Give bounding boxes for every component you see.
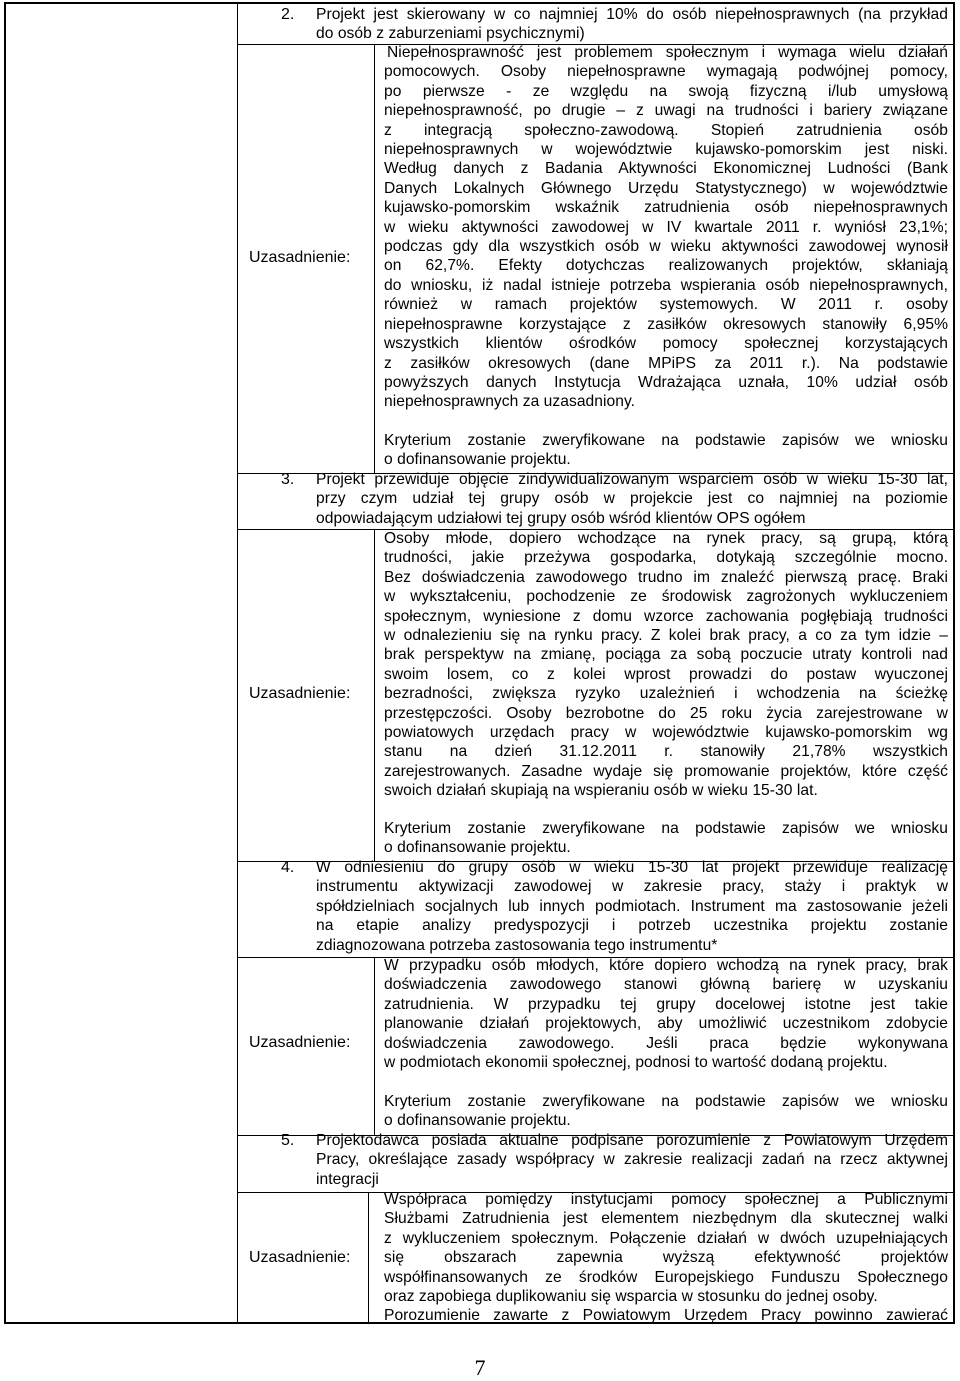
justification-text: Współpraca pomiędzy instytucjami pomocy społecznej a Publicznymi Służbami Zatrudnienia jest elementem niezbędnym dla skutecznej walki z wykluczeniem społecznym. Połączenie działań w dwóch uzupełniających się obszarach zapewnia wyższą efektywność projektów współfinansowanych ze środków Europejskiego Funduszu Społecznego oraz zapobiega duplikowaniu się wsparcia w stosunku do jednej osoby. Porozumienie zawarte z Powiatowym Urzędem Pracy powinno zawierać — [384, 1191, 948, 1325]
criterion-heading: Projekt przewiduje objęcie zindywidualizowanym wsparciem osób w wieku 15-30 lat, przy czym udział tej grupy osób w projekcie jest co najmniej na poziomie odpowiadającym udziałowi tej grupy osób wśród klientów OPS ogółem — [316, 471, 948, 527]
criterion-heading: Projektodawca posiada aktualne podpisane porozumienie z Powiatowym Urzędem Pracy, określające zasady współpracy w zakresie realizacji zadań na rzecz aktywnej integracji — [316, 1132, 948, 1188]
criterion-number: 3. — [281, 471, 295, 488]
verification-note: Kryterium zostanie zweryfikowane na podstawie zapisów we wniosku o dofinansowanie projektu. — [384, 1093, 948, 1130]
column-divider — [374, 529, 375, 861]
left-margin-column — [6, 4, 238, 1322]
criterion-number: 4. — [281, 859, 295, 876]
justification-text: Niepełnosprawność jest problemem społecznym i wymaga wielu działań pomocowych. Osoby niepełnosprawne wymagają podwójnej pomocy, po pierwsze - ze względu na swoją fizyczną i/lub umysłową niepełnosprawność, po drugie – z uwagi na trudności i bariery związane z integracją społeczno-zawodową. Stopień zatrudnienia osób niepełnosprawnych w województwie kujawsko-pomorskim jest niski. Według danych z Badania Aktywności Ekonomicznej Ludności (Bank Danych Lokalnych Głównego Urzędu Statystycznego) w województwie kujawsko-pomorskim wskaźnik zatrudnienia osób niepełnosprawnych w wieku aktywności zawodowej w IV kwartale 2011 r. wyniósł 23,1%; podczas gdy dla wszystkich osób w wieku aktywności zawodowej wynosił on 62,7%. Efekty dotychczas realizowanych projektów, skłaniają do wniosku, iż nadal istnieje potrzeba wspierania osób niepełnosprawnych, również w ramach projektów systemowych. W 2011 r. osoby niepełnosprawne korzystające z zasiłków okresowych stanowiły 6,95% wszystkich klientów ośrodków pomocy społecznej korzystających z zasiłków okresowych (dane MPiPS za 2011 r.). Na podstawie powyższych danych Instytucja Wdrażająca uznała, 10% udział osób niepełnosprawnych za uzasadniony. — [384, 44, 948, 411]
justification-label: Uzasadnienie: — [249, 249, 351, 266]
justification-text: W przypadku osób młodych, które dopiero wchodzą na rynek pracy, brak doświadczenia zawodowego stanowi główną barierę w uzyskaniu zatrudnienia. W przypadku tej grupy docelowej istotne jest takie planowanie działań projektowych, aby umożliwić uczestnikom zdobycie doświadczenia zawodowego. Jeśli praca będzie wykonywana w podmiotach ekonomii społecznej, podnosi to wartość dodaną projektu. — [384, 957, 948, 1072]
justification-text: Osoby młode, dopiero wchodzące na rynek pracy, są grupą, którą trudności, jakie przeżywa gospodarka, dotykają szczególnie mocno. Bez doświadczenia zawodowego trudno im znaleźć pierwszą pracę. Braki w wykształceniu, pochodzenie ze środowisk zagrożonych wykluczeniem społecznym, wyniesione z domu wzorce zachowania pogłębiają trudności w odnalezieniu się na rynku pracy. Z kolei brak pracy, a co za tym idzie – brak perspektyw na zmianę, pociąga za sobą poczucie utraty kontroli nad swoim losem, co z kolei wprost prowadzi do postaw wyuczonej bezradności, zwiększa ryzyko uzależnień i wchodzenia na ścieżkę przestępczości. Osoby bezrobotne do 25 roku życia zarejestrowane w powiatowych urzędach pracy w województwie kujawsko-pomorskim wg stanu na dzień 31.12.2011 r. stanowiły 21,78% wszystkich zarejestrowanych. Zasadne wydaje się promowanie projektów, które część swoich działań skupiają na wspieraniu osób w wieku 15-30 lat. — [384, 530, 948, 800]
verification-note: Kryterium zostanie zweryfikowane na podstawie zapisów we wniosku o dofinansowanie projektu. — [384, 820, 948, 857]
criterion-heading: Projekt jest skierowany w co najmniej 10% do osób niepełnosprawnych (na przykład do osób z zaburzeniami psychicznymi) — [316, 6, 948, 43]
column-divider — [374, 957, 375, 1135]
justification-label: Uzasadnienie: — [249, 685, 351, 702]
justification-label: Uzasadnienie: — [249, 1034, 351, 1051]
column-divider — [368, 1192, 369, 1322]
criterion-heading: W odniesieniu do grupy osób w wieku 15-30 lat projekt przewiduje realizację instrumentu aktywizacji zawodowej w zakresie pracy, staży i praktyk w spółdzielniach socjalnych lub innych podmiotach. Instrument ma zastosowanie jeżeli na etapie analizy predyspozycji i potrzeb uczestnika projektu zostanie zdiagnozowana potrzeba zastosowania tego instrumentu* — [316, 859, 948, 954]
column-divider — [374, 44, 375, 473]
justification-label: Uzasadnienie: — [249, 1249, 351, 1266]
criterion-number: 2. — [281, 6, 295, 23]
page-number: 7 — [474, 1355, 486, 1380]
criterion-number: 5. — [281, 1132, 295, 1149]
verification-note: Kryterium zostanie zweryfikowane na podstawie zapisów we wniosku o dofinansowanie projektu. — [384, 432, 948, 469]
